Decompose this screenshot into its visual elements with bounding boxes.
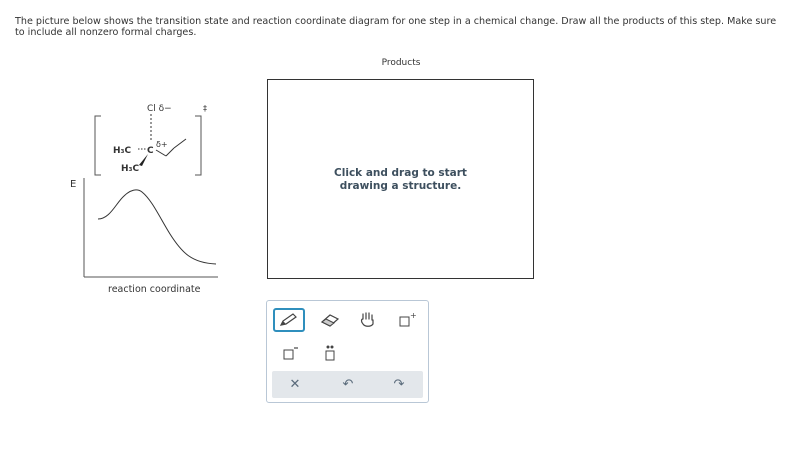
question-instructions: The picture below shows the transition state and reaction coordinate diagram for one step in a chemical change. Draw all the products of this step. Make sure to include all nonzero formal charges. xyxy=(15,16,777,38)
add-positive-charge-icon xyxy=(397,311,417,329)
action-bar xyxy=(272,371,423,398)
drawing-canvas[interactable] xyxy=(267,79,534,279)
bond-1 xyxy=(156,150,166,156)
hint-line-1: Click and drag to start xyxy=(334,167,467,179)
clear-button[interactable] xyxy=(275,371,315,398)
h3c-bottom-label: H₃C xyxy=(121,164,140,174)
redo-button[interactable] xyxy=(379,371,419,398)
pencil-icon xyxy=(278,312,300,328)
energy-axis-label: E xyxy=(70,179,77,190)
add-positive-charge-tool[interactable] xyxy=(391,308,423,332)
drawing-toolbar xyxy=(266,300,429,403)
bond-2 xyxy=(166,148,174,156)
cl-label: Cl δ− xyxy=(147,104,172,114)
energy-curve xyxy=(98,190,216,264)
reaction-coordinate-label: reaction coordinate xyxy=(108,284,201,295)
hint-line-2: drawing a structure. xyxy=(339,180,462,192)
eraser-tool[interactable] xyxy=(314,308,346,332)
products-label: Products xyxy=(381,58,421,68)
eraser-icon xyxy=(318,312,342,328)
right-bracket xyxy=(195,116,201,175)
clear-icon: ✕ xyxy=(289,377,301,392)
delta-plus-label: δ+ xyxy=(156,140,168,149)
diagram-svg xyxy=(0,0,260,300)
hand-tool[interactable] xyxy=(352,308,384,332)
lone-pair-tool[interactable] xyxy=(314,341,346,365)
svg-text:+: + xyxy=(410,311,417,320)
pencil-tool[interactable] xyxy=(273,308,305,332)
undo-icon: ↶ xyxy=(342,377,354,392)
canvas-hint xyxy=(268,167,533,193)
hand-icon xyxy=(358,311,378,329)
add-negative-charge-tool[interactable] xyxy=(275,341,307,365)
carbon-label: C xyxy=(147,146,154,156)
h3c-top-label: H₃C xyxy=(113,146,132,156)
left-bracket xyxy=(95,116,101,175)
undo-button[interactable] xyxy=(328,371,368,398)
bond-3 xyxy=(174,139,186,148)
add-negative-charge-icon xyxy=(281,344,301,362)
dagger-symbol: ‡ xyxy=(203,104,207,113)
lone-pair-icon xyxy=(320,344,340,362)
redo-icon: ↷ xyxy=(393,377,405,392)
transition-state-diagram xyxy=(0,0,260,300)
